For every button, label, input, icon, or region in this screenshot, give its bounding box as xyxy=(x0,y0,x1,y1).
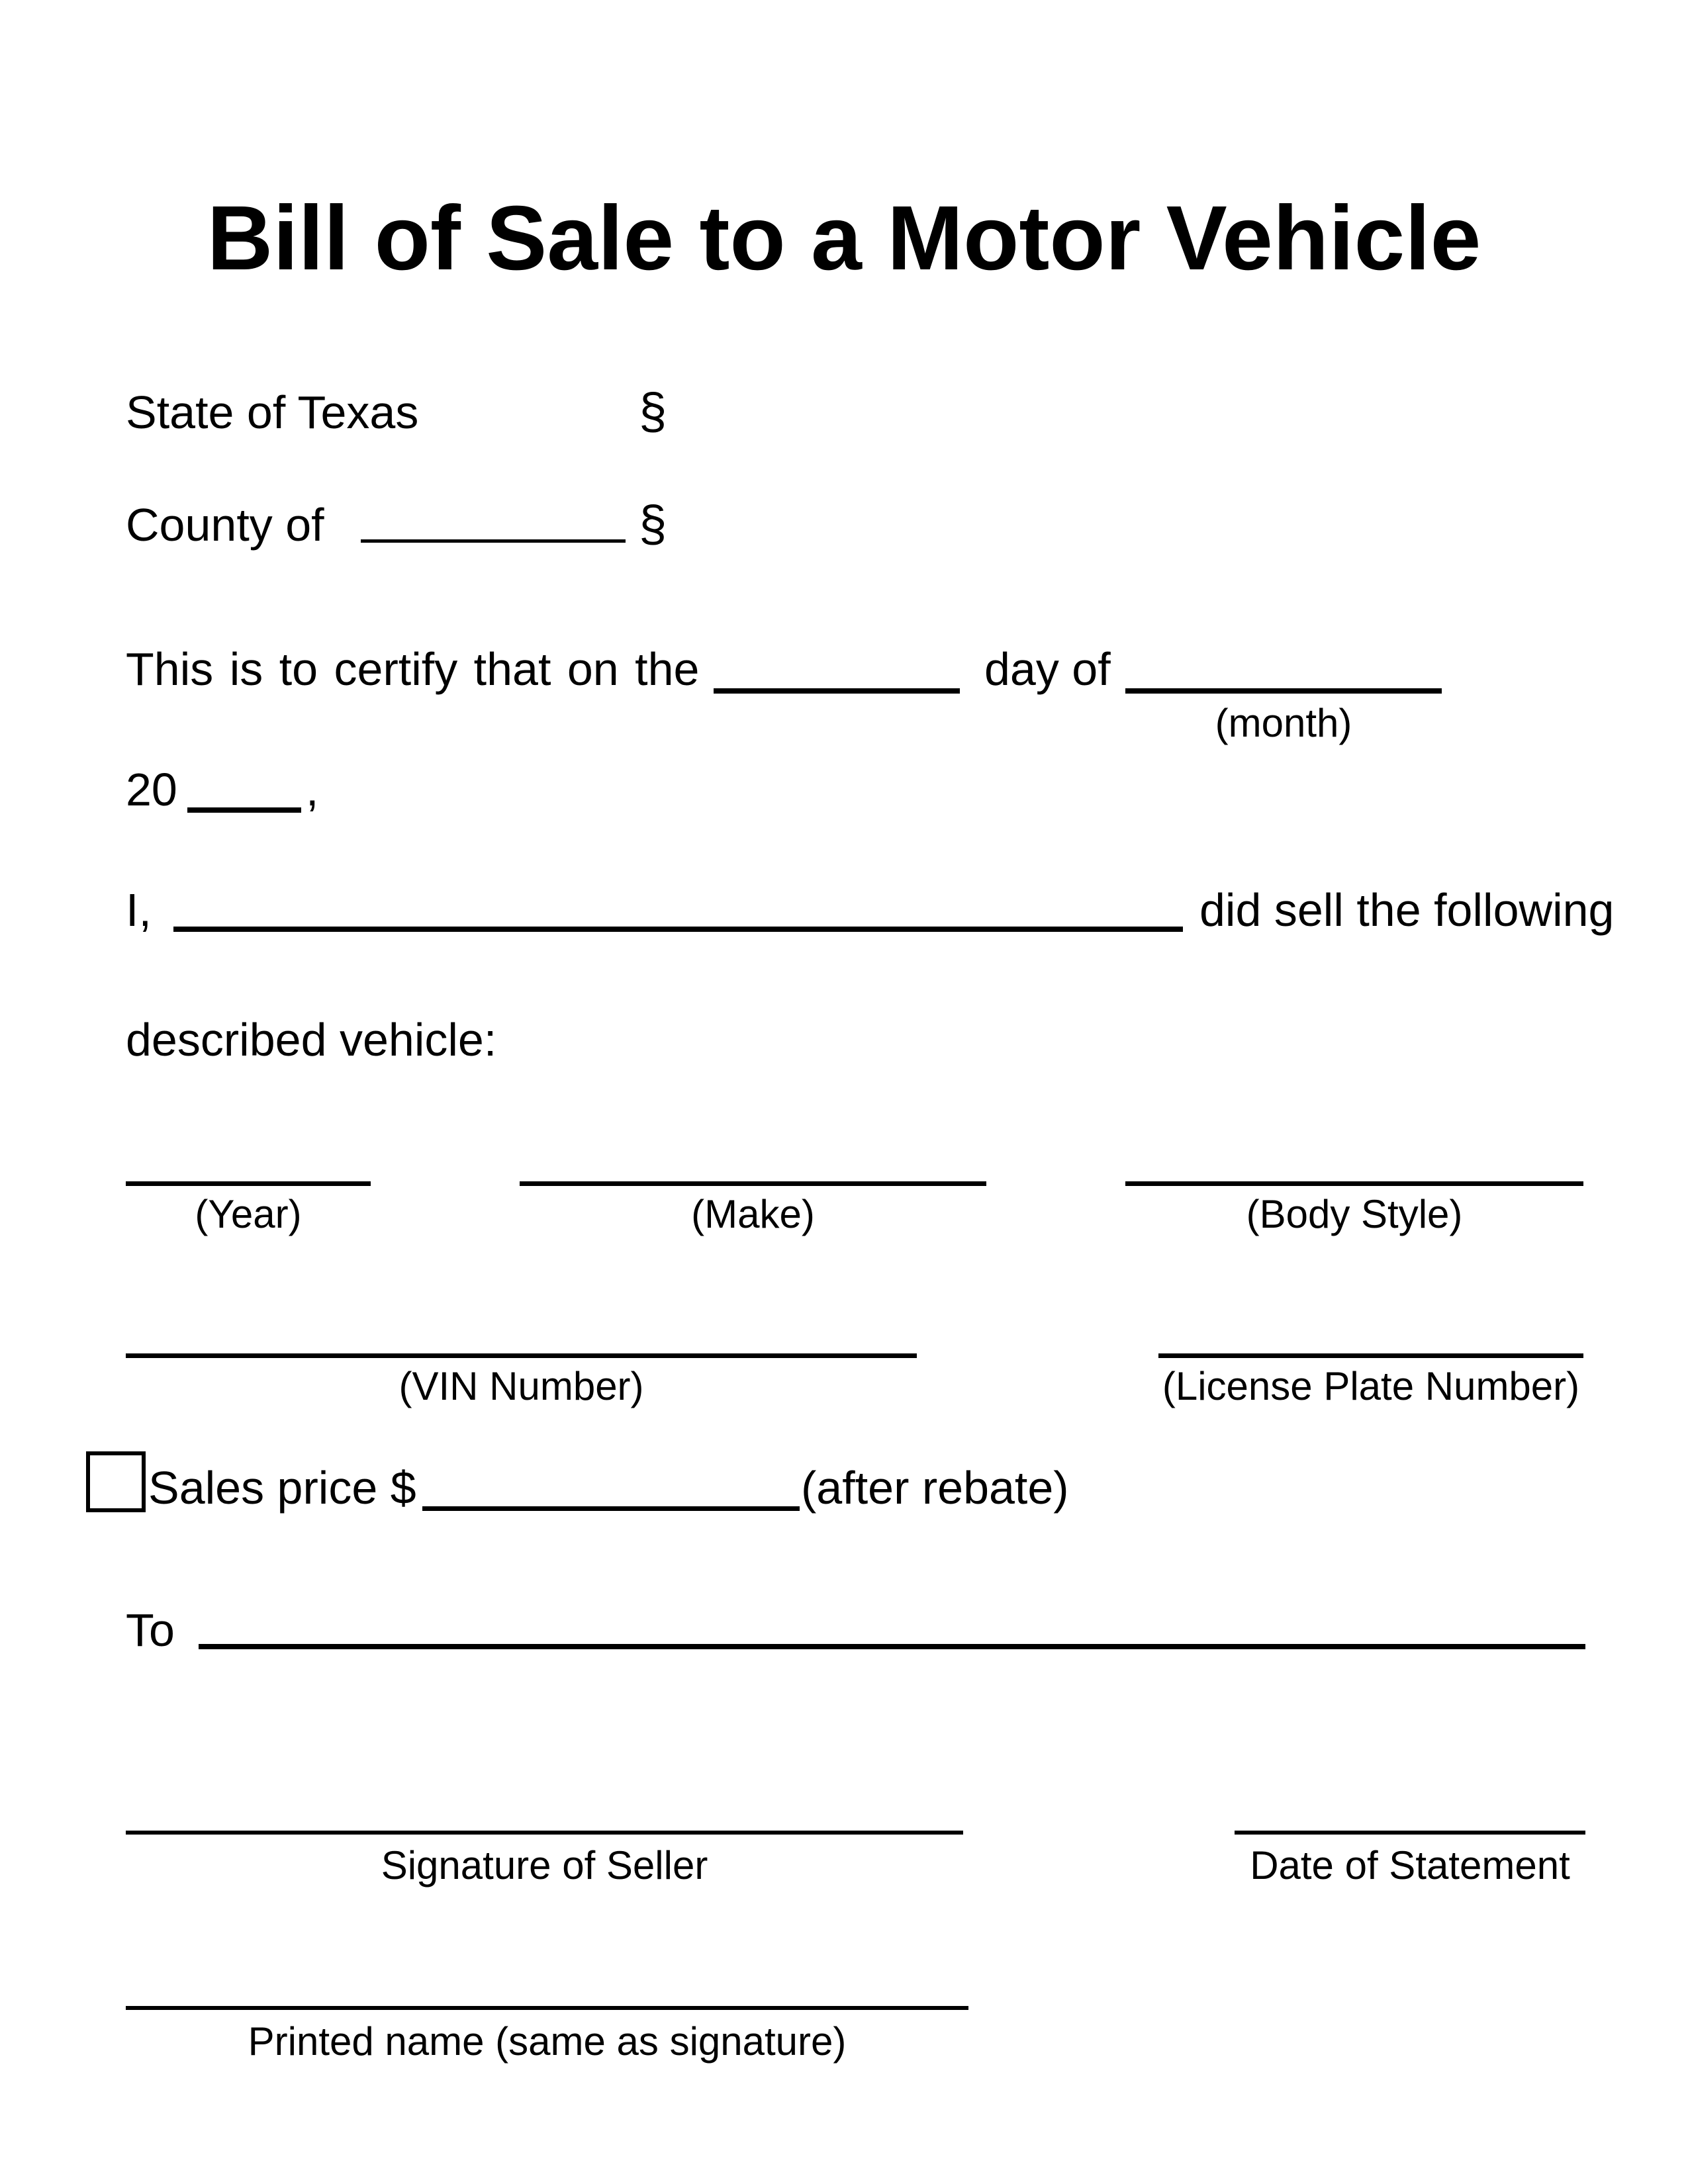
to-label: To xyxy=(126,1604,175,1656)
vehicle-body-style-label: (Body Style) xyxy=(1246,1192,1463,1236)
day-of-label: day of xyxy=(984,643,1111,695)
sales-price-input-line[interactable] xyxy=(422,1506,800,1511)
printed-name-label: Printed name (same as signature) xyxy=(248,2019,847,2064)
printed-name-input-line[interactable] xyxy=(126,2006,968,2010)
license-plate-label: (License Plate Number) xyxy=(1162,1364,1580,1408)
seller-name-input-line[interactable] xyxy=(173,927,1183,932)
date-of-statement-input-line[interactable] xyxy=(1235,1831,1585,1835)
certify-prefix-text: This is to certify that on the xyxy=(126,643,700,695)
license-plate-input-line[interactable] xyxy=(1158,1353,1583,1358)
seller-statement-prefix: I, xyxy=(126,884,152,936)
month-input-line[interactable] xyxy=(1125,688,1442,694)
county-section-symbol: § xyxy=(639,496,667,552)
page-title: Bill of Sale to a Motor Vehicle xyxy=(207,187,1481,289)
seller-signature-input-line[interactable] xyxy=(126,1831,963,1835)
described-vehicle-text: described vehicle: xyxy=(126,1014,497,1066)
vehicle-make-input-line[interactable] xyxy=(520,1181,986,1186)
date-of-statement-label: Date of Statement xyxy=(1250,1843,1570,1888)
vehicle-make-label: (Make) xyxy=(691,1192,815,1236)
vehicle-year-input-line[interactable] xyxy=(126,1181,371,1186)
month-hint-label: (month) xyxy=(1215,701,1352,745)
after-rebate-label: (after rebate) xyxy=(801,1462,1069,1514)
vehicle-year-label: (Year) xyxy=(195,1192,302,1236)
year-input-line[interactable] xyxy=(187,807,301,813)
day-input-line[interactable] xyxy=(714,688,960,694)
state-section-symbol: § xyxy=(639,383,667,439)
vin-input-line[interactable] xyxy=(126,1353,917,1358)
state-label: State of Texas xyxy=(126,387,419,438)
sales-price-checkbox[interactable] xyxy=(86,1451,146,1512)
seller-statement-suffix: did sell the following xyxy=(1199,884,1615,936)
year-comma-text: , xyxy=(306,764,319,815)
seller-signature-label: Signature of Seller xyxy=(381,1843,708,1888)
sales-price-label: Sales price $ xyxy=(148,1462,416,1514)
vin-label: (VIN Number) xyxy=(399,1364,644,1408)
buyer-name-input-line[interactable] xyxy=(199,1644,1585,1649)
year-prefix-text: 20 xyxy=(126,764,177,815)
vehicle-body-style-input-line[interactable] xyxy=(1125,1181,1583,1186)
county-label: County of xyxy=(126,499,324,551)
county-input-line[interactable] xyxy=(361,539,626,543)
